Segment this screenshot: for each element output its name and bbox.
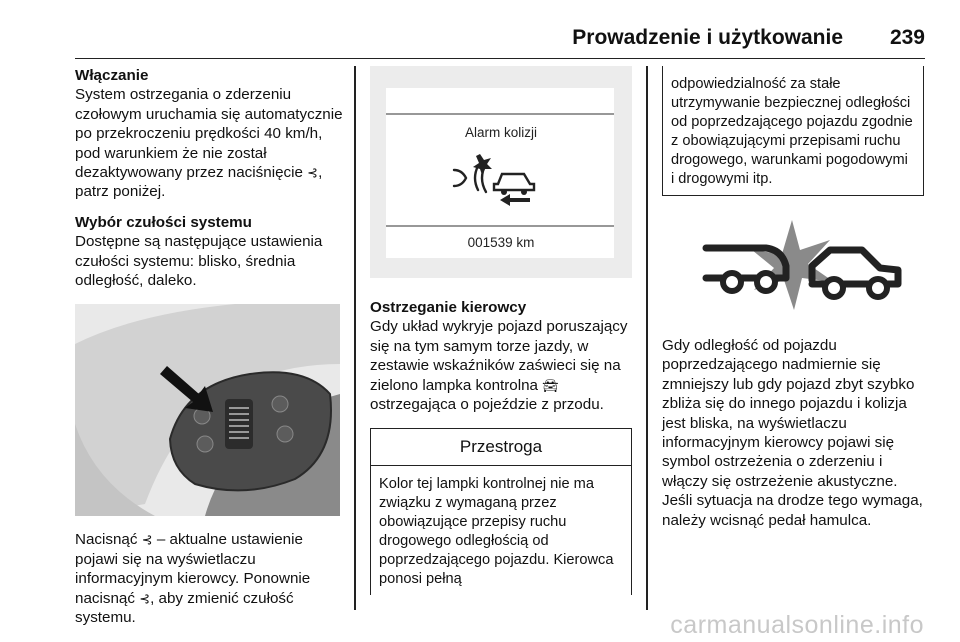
column-divider-2: [646, 66, 648, 610]
paragraph-sensitivity: Dostępne są następujące ustawienia czułości systemu: blisko, średnia odległość, daleko.: [75, 233, 323, 290]
caution-text-continued: odpowiedzialność za stałe utrzymywanie bezpiecznej odległości od poprzedzającego pojazdu zgodnie z obowiązującymi przepisami ruchu drogowego, warunkami pogodowymi i drogowymi itp.: [671, 76, 913, 187]
section-title: Prowadzenie i użytkowanie: [572, 26, 843, 49]
column-divider-1: [354, 66, 356, 610]
distance-gap-icon: ⊰: [139, 590, 151, 606]
column-2: [370, 66, 632, 595]
caution-box-continued: [662, 66, 924, 196]
heading-sensitivity: Wybór czułości systemu: [75, 213, 252, 231]
instrument-cluster-figure: [370, 66, 632, 278]
paragraph-press-button: Nacisnąć ⊰ – aktualne ustawienie pojawi się na wyświetlaczu informacyjnym kierowcy. Ponownie nacisnąć ⊰, aby zmienić czułość systemu.: [75, 531, 311, 627]
caution-text: Kolor tej lampki kontrolnej nie ma związku z wymaganą przez obowiązujące przepisy ruchu drogowego odległością od poprzedzającego pojazdu. Kierowca ponosi pełną: [379, 475, 614, 587]
paragraph-activation: System ostrzegania o zderzeniu czołowym uruchamia się automatycznie po przekroczeniu prędkości 40 km/h, pod warunkiem że nie został dezaktywowany przez naciśnięcie ⊰, patrz poniżej.: [75, 86, 343, 201]
cluster-message-title: Alarm kolizji: [464, 125, 537, 140]
vehicle-ahead-icon: 🚘︎: [542, 377, 559, 393]
caution-box: [370, 428, 632, 594]
distance-gap-icon: ⊰: [141, 532, 153, 548]
paragraph-driver-warning: Gdy układ wykryje pojazd poruszający się na tym samym torze jazdy, w zestawie wskaźników zaświeci się na zielono lampka kontrolna 🚘︎ ostrzegająca o pojeździe z przodu.: [370, 318, 628, 414]
collision-symbol-figure: [662, 210, 924, 322]
caution-title: Przestroga: [371, 429, 631, 465]
column-1: [75, 66, 343, 628]
cluster-odometer: 001539 km: [467, 235, 535, 250]
heading-activation: Włączanie: [75, 67, 149, 84]
page-header: [75, 0, 925, 59]
column-3: [662, 66, 924, 530]
distance-gap-icon: ⊰: [307, 165, 319, 181]
page-number: 239: [889, 26, 925, 49]
heading-driver-warning: Ostrzeganie kierowcy: [370, 299, 527, 316]
watermark: carmanualsonline.info: [670, 611, 924, 639]
steering-wheel-figure: [75, 304, 340, 516]
paragraph-collision-warning: Gdy odległość od pojazdu poprzedzającego nadmiernie się zmniejszy lub gdy pojazd zbyt szybko zbliża się do innego pojazdu i kolizja jest bliska, na wyświetlaczu informacyjnym kierowcy pojawi się symbol ostrzeżenia o zderzeniu i włączy się ostrzeżenie akustyczne. Jeśli sytuacja na drodze tego wymaga, należy wcisnąć pedał hamulca.: [662, 337, 923, 529]
